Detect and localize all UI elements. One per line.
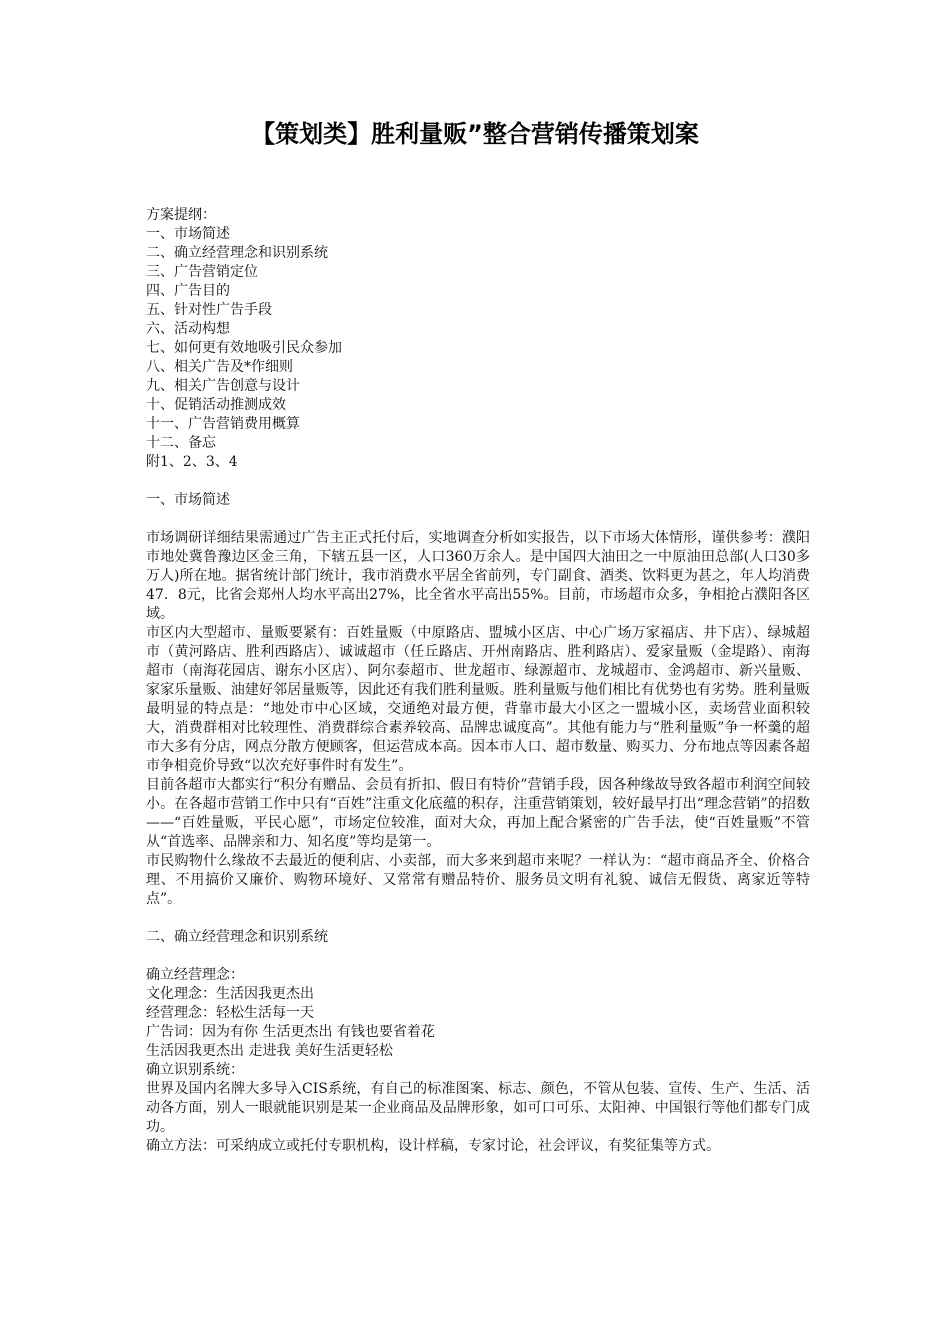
business-philosophy: 经营理念：轻松生活每一天 — [146, 1005, 314, 1021]
outline-item: 七、如何更有效地吸引民众参加 — [146, 340, 342, 356]
outline-item: 二、确立经营理念和识别系统 — [146, 245, 328, 261]
section-heading-market: 一、市场简述 — [146, 492, 230, 508]
document-body — [146, 206, 810, 1156]
identity-paragraph-cis: 世界及国内名牌大多导入CIS系统，有自己的标准图案、标志、颜色，不管从包装、宣传、生产、生活、活动各方面，别人一眼就能识别是某一企业商品及品牌形象，如可口可乐、太阳神、中国银行等他们都专门成功。 — [146, 1081, 810, 1135]
outline-item: 一、市场简述 — [146, 226, 230, 242]
outline-item: 三、广告营销定位 — [146, 264, 258, 280]
outline-item: 八、相关广告及*作细则 — [146, 359, 293, 375]
section-heading-identity: 二、确立经营理念和识别系统 — [146, 929, 328, 945]
outline-item: 六、活动构想 — [146, 321, 230, 337]
outline-item: 九、相关广告创意与设计 — [146, 378, 300, 394]
spacer — [146, 909, 810, 928]
slogan-line-1: 广告词：因为有你 生活更杰出 有钱也要省着花 — [146, 1024, 435, 1040]
identity-system-label: 确立识别系统： — [146, 1062, 244, 1078]
spacer — [146, 510, 810, 529]
identity-line: 确立经营理念： — [146, 967, 244, 983]
culture-philosophy: 文化理念：生活因我更杰出 — [146, 986, 314, 1002]
spacer — [146, 472, 810, 491]
outline-label: 方案提纲： — [146, 207, 216, 223]
market-paragraph-3: 目前各超市大都实行“积分有赠品、会员有折扣、假日有特价”营销手段，因各种缘故导致各超市利润空间较小。在各超市营销工作中只有“百姓”注重文化底蕴的积存，注重营销策划，较好最早打出“理念营销”的招数——“百姓量贩，平民心愿”，市场定位较准，面对大众，再加上配合紧密的广告手法，使“百姓量贩”不管从“首选率、品牌亲和力、知名度”等均是第一。 — [146, 777, 810, 850]
identity-paragraph-method: 确立方法：可采纳成立或托付专职机构，设计样稿，专家讨论，社会评议，有奖征集等方式。 — [146, 1138, 720, 1154]
document-title: 【策划类】胜利量贩”整合营销传播策划案 — [251, 120, 699, 148]
slogan-line-2: 生活因我更杰出 走进我 美好生活更轻松 — [146, 1043, 393, 1059]
outline-item: 十二、备忘 — [146, 435, 216, 451]
spacer — [146, 947, 810, 966]
outline-appendix: 附1、2、3、4 — [146, 454, 238, 470]
market-paragraph-2: 市区内大型超市、量贩要紧有：百姓量贩（中原路店、盟城小区店、中心广场万家福店、井下店）、绿城超市（黄河路店、胜利西路店）、诚诚超市（任丘路店、开州南路店、胜利路店）、爱家量贩（金堤路）、南海超市（南海花园店、谢东小区店）、阿尔泰超市、世龙超市、绿源超市、龙城超市、金鸿超市、新兴量贩、家家乐量贩、油建好邻居量贩等，因此还有我们胜利量贩。胜利量贩与他们相比有优势也有劣势。胜利量贩最明显的特点是：“地处市中心区域，交通绝对最方便，背靠市最大小区之一盟城小区，卖场营业面积较大，消费群相对比较理性、消费群综合素养较高、品牌忠诚度高”。其他有能力与“胜利量贩”争一杯羹的超市大多有分店，网点分散方便顾客，但运营成本高。因本市人口、超市数量、购买力、分布地点等因素各超市争相竞价导致“以次充好事件时有发生”。 — [146, 625, 810, 774]
outline-item: 五、针对性广告手段 — [146, 302, 272, 318]
market-paragraph-4: 市民购物什么缘故不去最近的便利店、小卖部，而大多来到超市来呢？一样认为：“超市商品齐全、价格合理、不用搞价又廉价、购物环境好、又常常有赠品特价、服务员文明有礼貌、诚信无假货、离家近等特点”。 — [146, 853, 810, 907]
outline-item: 四、广告目的 — [146, 283, 230, 299]
outline-item: 十、促销活动推测成效 — [146, 397, 286, 413]
outline-item: 十一、广告营销费用概算 — [146, 416, 300, 432]
market-paragraph-1: 市场调研详细结果需通过广告主正式托付后，实地调查分析如实报告，以下市场大体情形，谨供参考：濮阳市地处冀鲁豫边区金三角，下辖五县一区，人口360万余人。是中国四大油田之一中原油田总部(人口30多万人)所在地。据省统计部门统计，我市消费水平居全省前列，专门副食、酒类、饮料更为甚之，年人均消费47．8元，比省会郑州人均水平高出27%，比全省水平高出55%。目前，市场超市众多，争相抢占濮阳各区域。 — [146, 530, 810, 622]
